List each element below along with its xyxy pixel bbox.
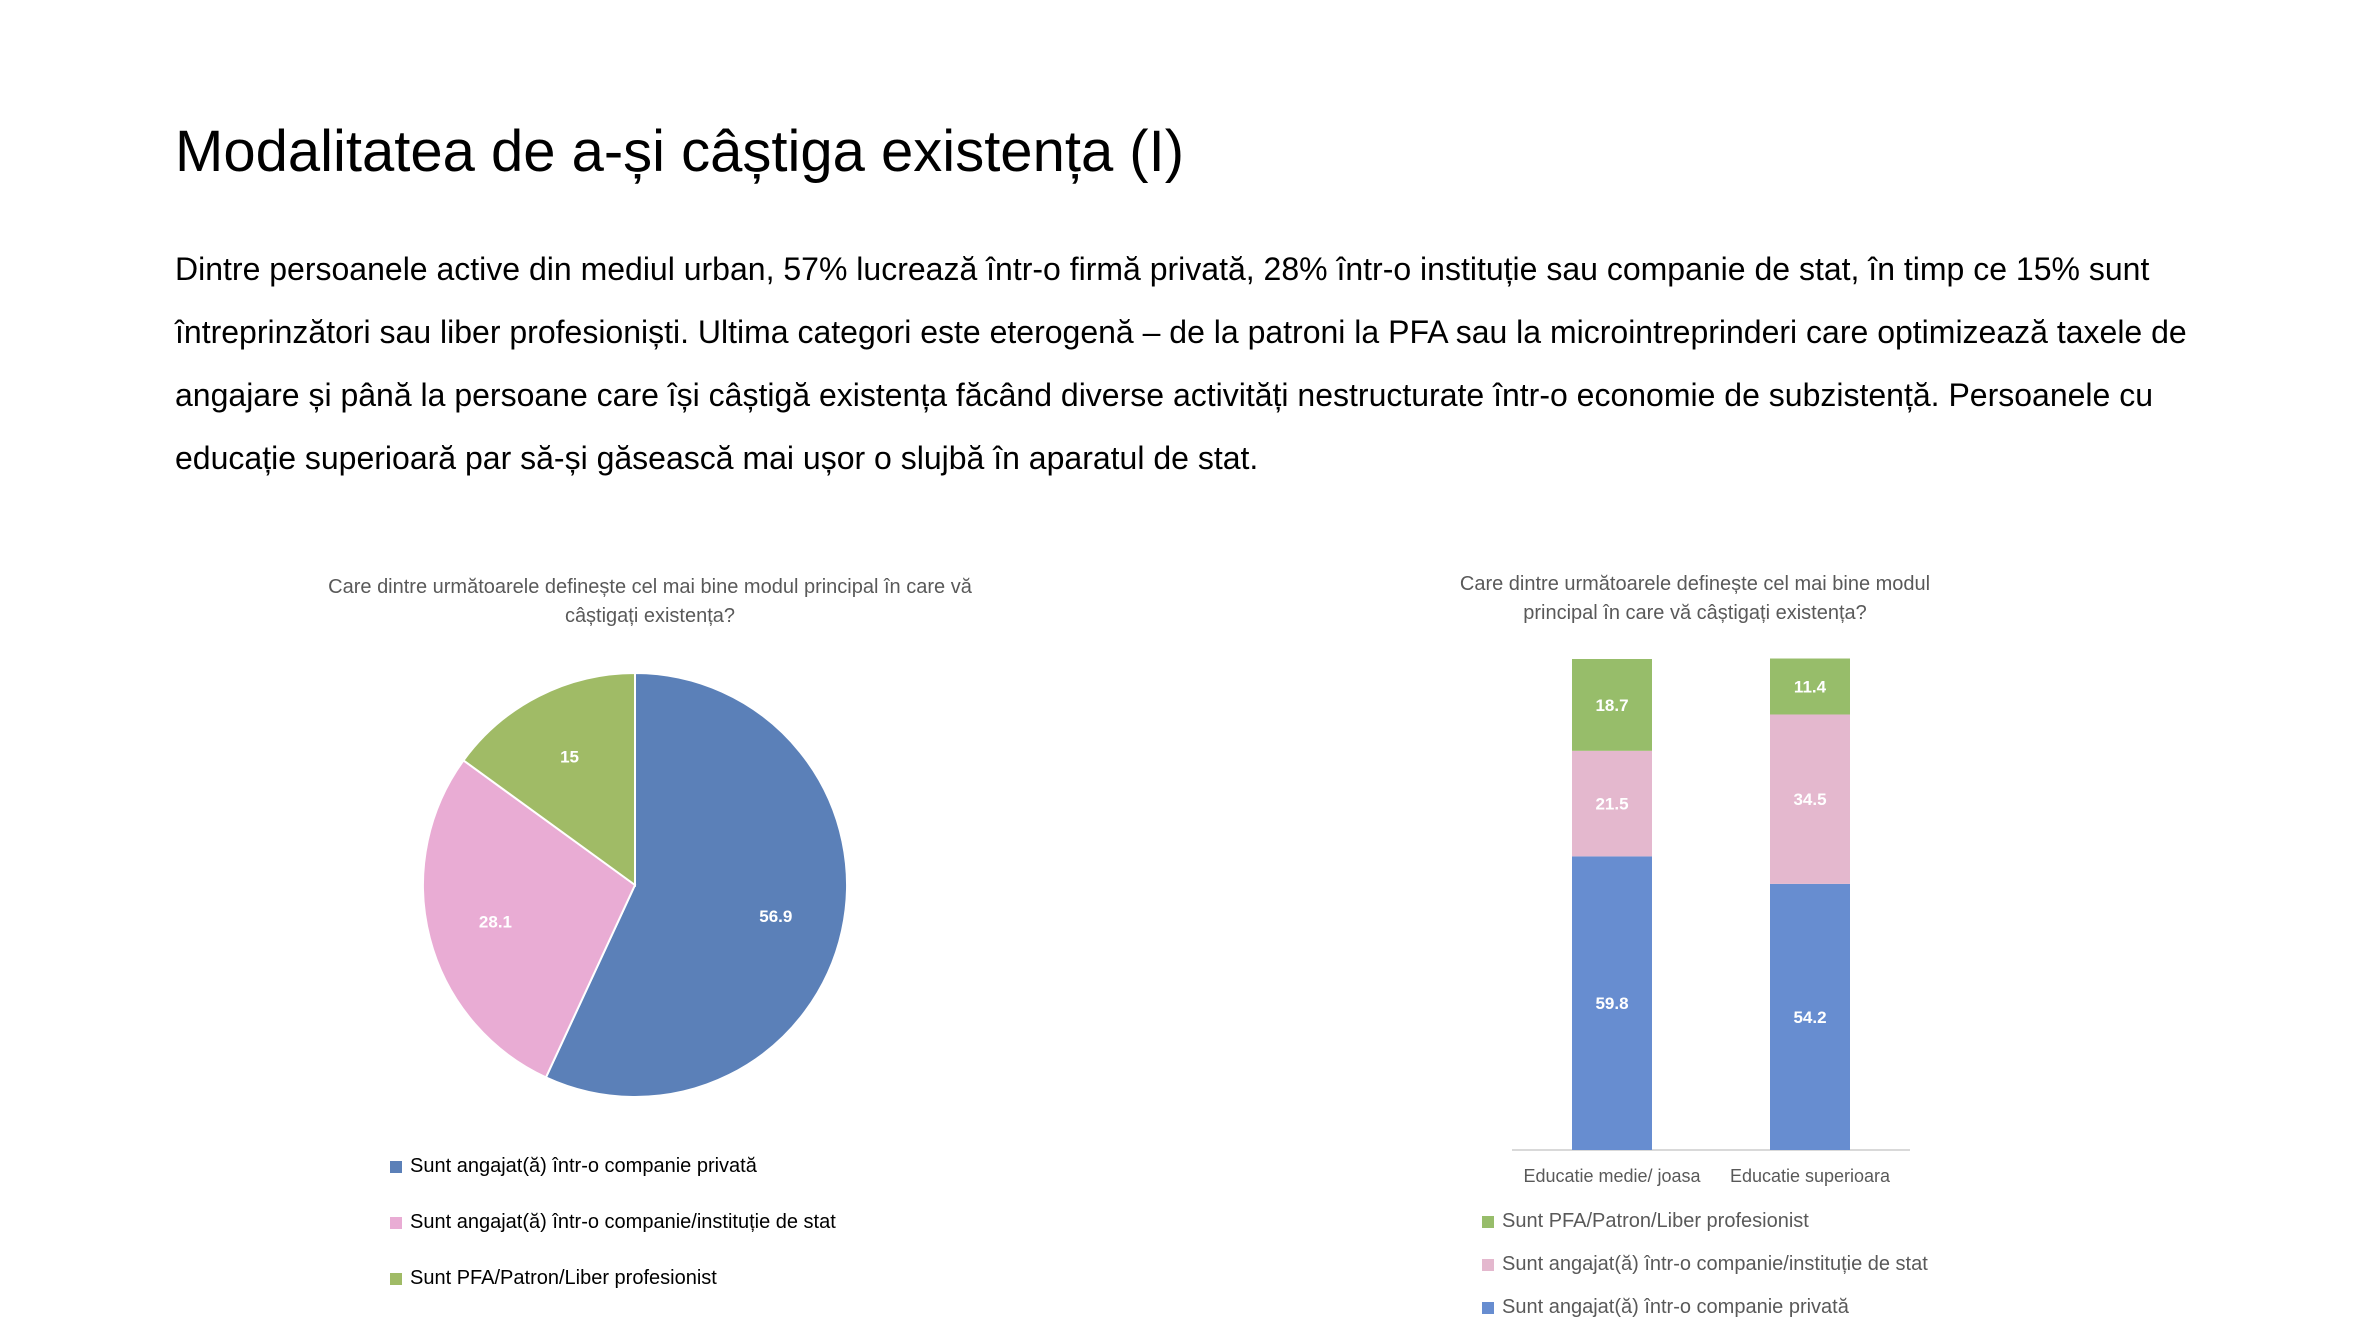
pie-legend-swatch-state xyxy=(390,1217,402,1229)
bar-legend-swatch-pfa xyxy=(1482,1216,1494,1228)
bar-legend-label-state: Sunt angajat(ă) într-o companie/instituție de stat xyxy=(1502,1253,1928,1275)
bar-legend-item-state xyxy=(1482,1253,1928,1296)
pie-legend-item-private xyxy=(390,1155,836,1211)
pie-legend-label-pfa: Sunt PFA/Patron/Liber profesionist xyxy=(410,1267,717,1289)
bar-legend-label-private: Sunt angajat(ă) într-o companie privată xyxy=(1502,1296,1849,1318)
bar-data-label-educatie-medie-joasa-sunt-angajat-a-intr-o-companie-privata: 59.8 xyxy=(1595,994,1629,1014)
pie-data-label-sunt-angajat-a-intr-o-companie-institutie-de-stat: 28.1 xyxy=(478,912,513,932)
bar-legend-swatch-private xyxy=(1482,1302,1494,1314)
pie-legend-item-pfa xyxy=(390,1267,836,1323)
bar-data-label-educatie-superioara-sunt-angajat-a-intr-o-companie-institutie-de-stat: 34.5 xyxy=(1793,790,1827,810)
pie-legend-swatch-private xyxy=(390,1161,402,1173)
pie-legend-swatch-pfa xyxy=(390,1273,402,1285)
bar-data-label-educatie-medie-joasa-sunt-pfa-patron-liber-profesionist: 18.7 xyxy=(1595,695,1629,715)
pie-chart-title: Care dintre următoarele definește cel mai bine modul principal în care vă câștigați existența? xyxy=(328,576,972,627)
bar-category-label-educatie-superioara: Educatie superioara xyxy=(1729,1166,1891,1186)
pie-legend xyxy=(390,1155,836,1323)
pie-data-label-sunt-pfa-patron-liber-profesionist: 15 xyxy=(560,747,580,767)
bar-data-label-educatie-medie-joasa-sunt-angajat-a-intr-o-companie-institutie-de-stat: 21.5 xyxy=(1595,794,1629,814)
bar-category-label-educatie-medie-joasa: Educatie medie/ joasa xyxy=(1523,1166,1701,1186)
bar-data-label-educatie-superioara-sunt-angajat-a-intr-o-companie-privata: 54.2 xyxy=(1793,1007,1827,1027)
bar-legend-item-pfa xyxy=(1482,1210,1928,1253)
stacked-bar-chart xyxy=(1512,659,1910,1186)
bar-legend-label-pfa: Sunt PFA/Patron/Liber profesionist xyxy=(1502,1210,1809,1232)
pie-legend-label-private: Sunt angajat(ă) într-o companie privată xyxy=(410,1155,757,1177)
slide-title: Modalitatea de a-și câștiga existența (I) xyxy=(175,119,1185,184)
pie-legend-item-state xyxy=(390,1211,836,1267)
pie-legend-label-state: Sunt angajat(ă) într-o companie/instituție de stat xyxy=(410,1211,836,1233)
pie-data-label-sunt-angajat-a-intr-o-companie-privata: 56.9 xyxy=(759,907,793,927)
bar-legend-item-private xyxy=(1482,1296,1928,1339)
slide-body-text: Dintre persoanele active din mediul urban, 57% lucrează într-o firmă privată, 28% într-o instituție sau companie de stat, în timp ce 15% sunt întreprinzători sau liber profesioniști. Ultima categori este eterogenă – de la patroni la PFA sau la microintreprinderi care optimizează taxele de angajare și până la persoane care își câștigă existența făcând diverse activități nestructurate într-o economie de subzistență. Persoanele cu educație superioară par să-și găsească mai ușor o slujbă în aparatul de stat. xyxy=(175,251,2187,476)
bar-chart-title: Care dintre următoarele definește cel mai bine modul principal în care vă câștigați existența? xyxy=(1459,573,1931,624)
pie-chart xyxy=(423,673,847,1097)
bar-legend xyxy=(1482,1210,1928,1339)
bar-legend-swatch-state xyxy=(1482,1259,1494,1271)
bar-data-label-educatie-superioara-sunt-pfa-patron-liber-profesionist: 11.4 xyxy=(1793,677,1827,697)
